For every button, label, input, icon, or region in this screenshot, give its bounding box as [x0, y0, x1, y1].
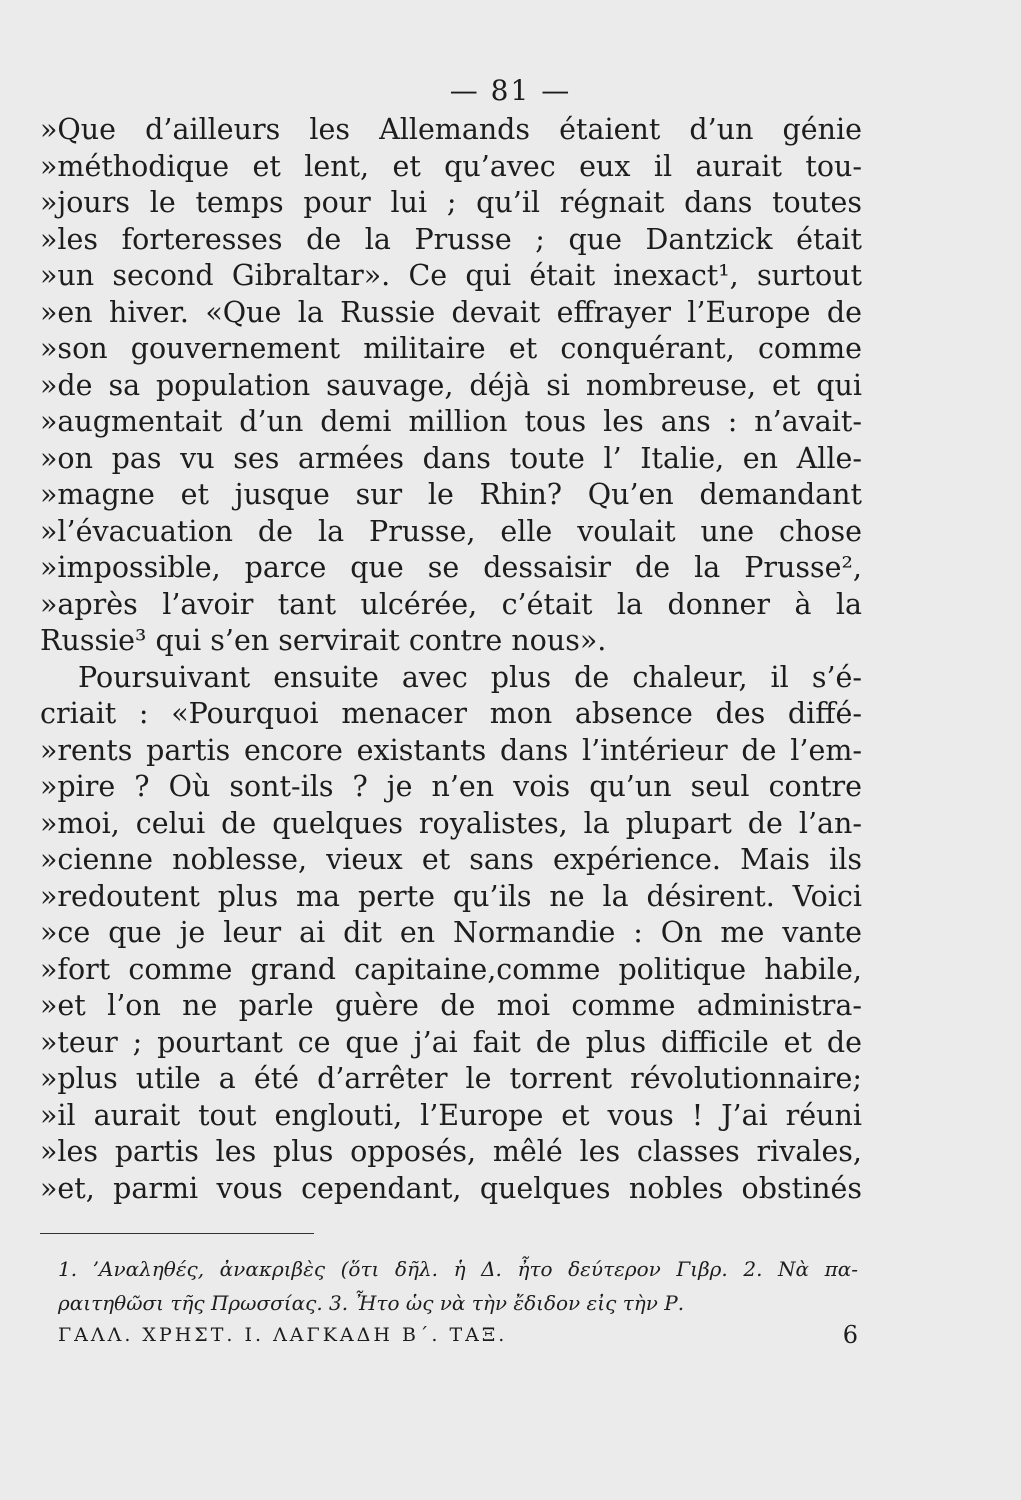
text-line: »de sa population sauvage, déjà si nombreuse, et qui — [40, 368, 862, 402]
footnotes — [58, 1252, 858, 1320]
text-line: Poursuivant ensuite avec plus de chaleur, il s’é- — [78, 660, 862, 694]
text-line: »redoutent plus ma perte qu’ils ne la désirent. Voici — [40, 879, 862, 913]
text-line: »son gouvernement militaire et conquérant, comme — [40, 332, 862, 365]
text-line: »impossible, parce que se dessaisir de la Prusse², — [40, 551, 862, 584]
footnote-line: ραιτηθῶσι τῆς Πρωσσίας. 3. Ἦτο ὡς νὰ τὴν ἔδιδον εἰς τὴν Ρ. — [58, 1291, 685, 1315]
text-line: »moi, celui de quelques royalistes, la plupart de l’an- — [40, 806, 862, 840]
text-line: criait : «Pourquoi menacer mon absence des diffé- — [40, 697, 862, 730]
footnote-line: 1. ’Αναληθές, ἀνακριβὲς (ὅτι δῆλ. ἡ Δ. ἦτο δεύτερον Γιβρ. 2. Νὰ πα- — [58, 1257, 858, 1281]
text-line: »on pas vu ses armées dans toute l’ Italie, en Alle- — [40, 441, 862, 475]
page-footer — [58, 1318, 858, 1352]
text-line: »pire ? Où sont-ils ? je n’en vois qu’un seul contre — [40, 770, 862, 803]
text-line: »teur ; pourtant ce que j’ai fait de plus difficile et de — [40, 1025, 862, 1059]
text-line: »magne et jusque sur le Rhin? Qu’en demandant — [40, 478, 862, 511]
page-number: — 81 — — [449, 74, 572, 107]
text-line: »en hiver. «Que la Russie devait effrayer l’Europe de — [40, 295, 862, 329]
printer-signature: ΓΑΛΛ. ΧΡΗΣΤ. Ι. ΛΑΓΚΑΔΗ Β΄. ΤΑΞ. — [58, 1324, 508, 1346]
text-line: »les forteresses de la Prusse ; que Dantzick était — [40, 222, 862, 256]
text-line: »l’évacuation de la Prusse, elle voulait une chose — [40, 514, 862, 548]
text-line: »il aurait tout englouti, l’Europe et vous ! J’ai réuni — [40, 1098, 862, 1132]
text-line: »fort comme grand capitaine,comme politique habile, — [40, 952, 862, 986]
text-line: »cienne noblesse, vieux et sans expérience. Mais ils — [40, 843, 862, 876]
body-text — [40, 112, 862, 1207]
text-line: »rents partis encore existants dans l’intérieur de l’em- — [40, 733, 862, 767]
text-line: »et, parmi vous cependant, quelques nobles obstinés — [40, 1171, 862, 1205]
text-line: Russie³ qui s’en servirait contre nous». — [40, 624, 607, 657]
text-line: »les partis les plus opposés, mêlé les classes rivales, — [40, 1135, 862, 1168]
text-line: »après l’avoir tant ulcérée, c’était la donner à la — [40, 587, 862, 621]
sheet-number: 6 — [842, 1321, 858, 1349]
text-line: »jours le temps pour lui ; qu’il régnait dans toutes — [40, 186, 862, 219]
text-line: »augmentait d’un demi million tous les ans : n’avait- — [40, 405, 862, 438]
text-line: »plus utile a été d’arrêter le torrent révolutionnaire; — [40, 1062, 862, 1095]
text-line: »Que d’ailleurs les Allemands étaient d’un génie — [40, 113, 862, 146]
footnote-divider — [40, 1233, 314, 1234]
text-line: »méthodique et lent, et qu’avec eux il aurait tou- — [40, 149, 862, 183]
text-line: »un second Gibraltar». Ce qui était inexact¹, surtout — [40, 259, 862, 292]
text-line: »et l’on ne parle guère de moi comme administra- — [40, 989, 862, 1022]
text-line: »ce que je leur ai dit en Normandie : On me vante — [40, 916, 862, 949]
